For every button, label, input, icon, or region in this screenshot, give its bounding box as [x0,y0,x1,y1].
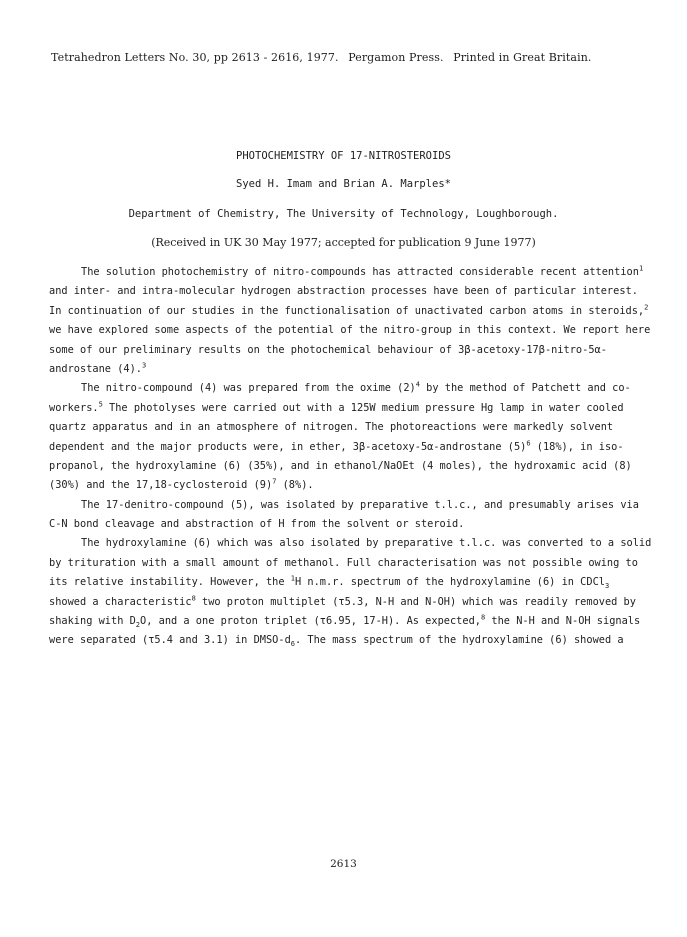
affiliation: Department of Chemistry, The University of Technology, Loughborough. [128,208,559,220]
body-line: were separated (τ5.4 and 3.1) in DMSO-$d_6$. The mass spectrum of the hydroxylamine (6) showed a [49,634,624,649]
body-line: some of our preliminary results on the photochemical behaviour of 3β-acetoxy-17β-nitro-5α- [49,343,607,356]
body-line: C-N bond cleavage and abstraction of H from the solvent or steroid. [49,518,465,531]
body-line: workers.$^5$ The photolyses were carried out with a 125W medium pressure Hg lamp in water cooled [49,400,624,414]
article-title: PHOTOCHEMISTRY OF 17-NITROSTEROIDS [236,150,451,162]
body-line: quartz apparatus and in an atmosphere of nitrogen. The photoreactions were markedly solvent [49,421,614,434]
body-line: shaking with $D_2O$, and a one proton triplet (τ6.95, 17-H). As expected,$^8$ the N-H and N-OH signals [49,613,641,630]
printed-note: Printed in Great Britain. [453,51,592,64]
article-body [49,263,652,651]
body-line: The 17-denitro-compound (5), was isolated by preparative t.l.c., and presumably arises via [81,498,639,511]
body-line: showed a characteristic$^8$ two proton multiplet (τ5.3, N-H and N-OH) which was readily removed by [49,594,636,608]
authors: Syed H. Imam and Brian A. Marples* [236,178,451,190]
journal-citation: Tetrahedron Letters No. 30, pp 2613 - 2616, 1977. [51,51,339,64]
body-line: dependent and the major products were, in ether, 3β-acetoxy-5α-androstane $(5)^6$ (18%), in iso- [49,439,624,453]
body-line: propanol, the hydroxylamine (6) (35%), and in ethanol/NaOEt (4 moles), the hydroxamic acid (8) [49,459,632,472]
body-line: its relative instability. However, the $^1$H n.m.r. spectrum of the hydroxylamine (6) in CDCl$_3$ [49,574,610,591]
body-line: The nitro-compound (4) was prepared from the oxime $(2)^4$ by the method of Patchett and co- [81,380,631,395]
body-line: androstane (4).$^3$ [49,361,147,375]
body-line: The hydroxylamine (6) which was also isolated by preparative t.l.c. was converted to a solid [81,537,652,550]
publisher: Pergamon Press. [348,51,444,64]
page-number: 2613 [330,858,357,870]
body-line: (30%) and the 17,18-cyclosteroid $(9)^7$ (8%). [49,477,314,492]
body-line: we have explored some aspects of the potential of the nitro-group in this context. We report here [49,324,651,337]
body-line: and inter- and intra-molecular hydrogen abstraction processes have been of particular interest. [49,285,638,298]
body-line: The solution photochemistry of nitro-compounds has attracted considerable recent attention$^1$ [81,264,644,278]
body-line: In continuation of our studies in the functionalisation of unactivated carbon atoms in steroids,$^2$ [49,303,649,317]
received-dates: (Received in UK 30 May 1977; accepted for publication 9 June 1977) [151,236,536,249]
body-line: by trituration with a small amount of methanol. Full characterisation was not possible owing to [49,556,638,569]
running-header [51,51,651,64]
